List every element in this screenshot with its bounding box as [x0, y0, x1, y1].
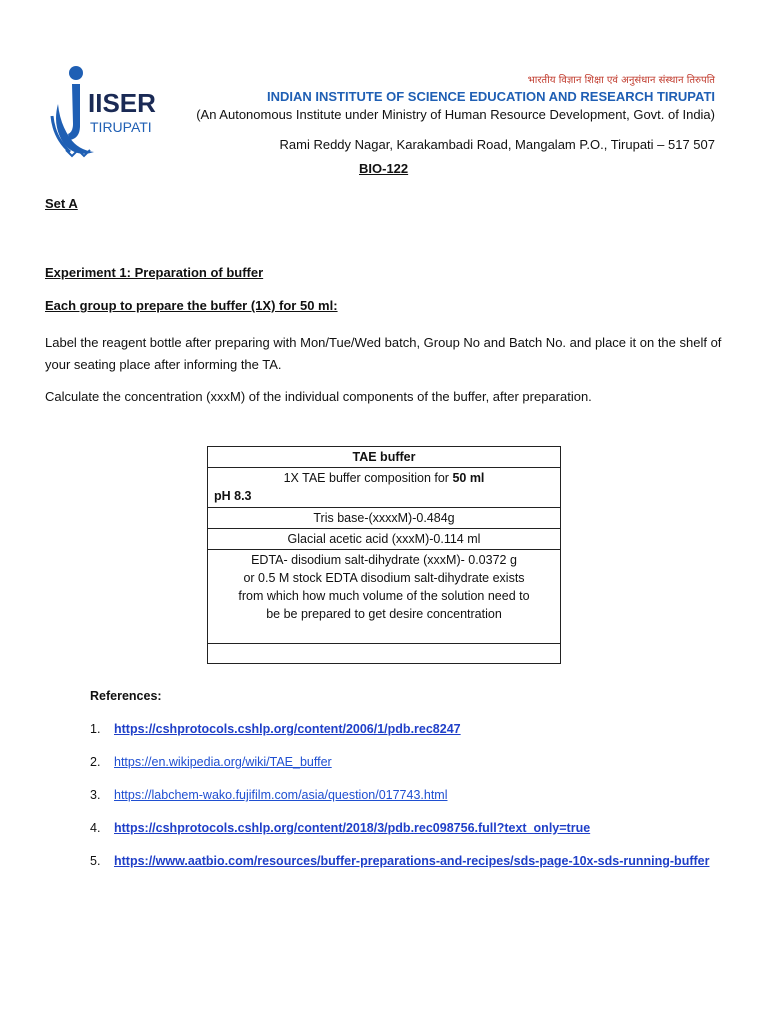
list-item: [90, 722, 709, 755]
iiser-emblem-icon: [50, 64, 160, 164]
list-item: [90, 854, 709, 887]
composition-text: 1X TAE buffer composition for: [283, 471, 453, 485]
reference-link[interactable]: https://cshprotocols.cshlp.org/content/2018/3/pdb.rec098756.full?text_only=true: [114, 821, 591, 835]
reference-number: 1.: [90, 722, 101, 736]
reference-number: 3.: [90, 788, 101, 802]
acetic-acid-cell: Glacial acetic acid (xxxM)-0.114 ml: [208, 529, 561, 550]
reference-number: 5.: [90, 854, 101, 868]
edta-line: be be prepared to get desire concentration: [266, 607, 502, 621]
empty-cell: [208, 644, 561, 664]
table-row: [208, 529, 561, 550]
institute-name: INDIAN INSTITUTE OF SCIENCE EDUCATION AND RESEARCH TIRUPATI: [266, 89, 715, 104]
references-heading: References:: [90, 689, 162, 703]
institute-hindi-name: भारतीय विज्ञान शिक्षा एवं अनुसंधान संस्थान तिरुपति: [527, 75, 715, 86]
references-list: [90, 722, 709, 887]
composition-cell: [208, 468, 561, 508]
group-instruction: Each group to prepare the buffer (1X) for 50 ml:: [45, 298, 338, 313]
institute-address: Rami Reddy Nagar, Karakambadi Road, Mangalam P.O., Tirupati – 517 507: [279, 137, 715, 152]
table-row: [208, 644, 561, 664]
tae-buffer-table: [207, 446, 561, 664]
calculate-instruction: Calculate the concentration (xxxM) of the individual components of the buffer, after preparation.: [45, 389, 592, 404]
course-code: BIO-122: [359, 161, 409, 176]
logo-text: IISER: [88, 88, 156, 118]
logo-subtext: TIRUPATI: [90, 119, 152, 135]
reference-link[interactable]: https://cshprotocols.cshlp.org/content/2006/1/pdb.rec8247: [114, 722, 461, 736]
table-row: [208, 508, 561, 529]
table-title: TAE buffer: [208, 447, 561, 468]
experiment-heading: Experiment 1: Preparation of buffer: [45, 265, 264, 280]
institute-subtitle: (An Autonomous Institute under Ministry of Human Resource Development, Govt. of India): [196, 107, 715, 122]
table-row: [208, 468, 561, 508]
list-item: [90, 755, 709, 788]
reference-link[interactable]: https://labchem-wako.fujifilm.com/asia/question/017743.html: [114, 788, 448, 802]
table-row: [208, 550, 561, 644]
edta-line: or 0.5 M stock EDTA disodium salt-dihydrate exists: [243, 571, 525, 585]
ph-value: pH 8.3: [214, 489, 252, 503]
reference-number: 2.: [90, 755, 101, 769]
edta-line: from which how much volume of the solution need to: [238, 589, 530, 603]
set-heading: Set A: [45, 196, 78, 211]
tris-base-cell: Tris base-(xxxxM)-0.484g: [208, 508, 561, 529]
iiser-logo: [50, 64, 160, 164]
composition-volume: 50 ml: [452, 471, 485, 485]
reference-number: 4.: [90, 821, 101, 835]
edta-cell: [208, 550, 561, 644]
table-row: [208, 447, 561, 468]
reference-link[interactable]: https://www.aatbio.com/resources/buffer-preparations-and-recipes/sds-page-10x-sds-running-buffer: [114, 854, 710, 868]
edta-line: EDTA- disodium salt-dihydrate (xxxM)- 0.0372 g: [251, 553, 517, 567]
list-item: [90, 788, 709, 821]
reference-link[interactable]: https://en.wikipedia.org/wiki/TAE_buffer: [114, 755, 332, 769]
list-item: [90, 821, 709, 854]
label-instruction: Label the reagent bottle after preparing with Mon/Tue/Wed batch, Group No and Batch No. and place it on the shelf of your seating place after informing the TA.: [45, 335, 722, 372]
